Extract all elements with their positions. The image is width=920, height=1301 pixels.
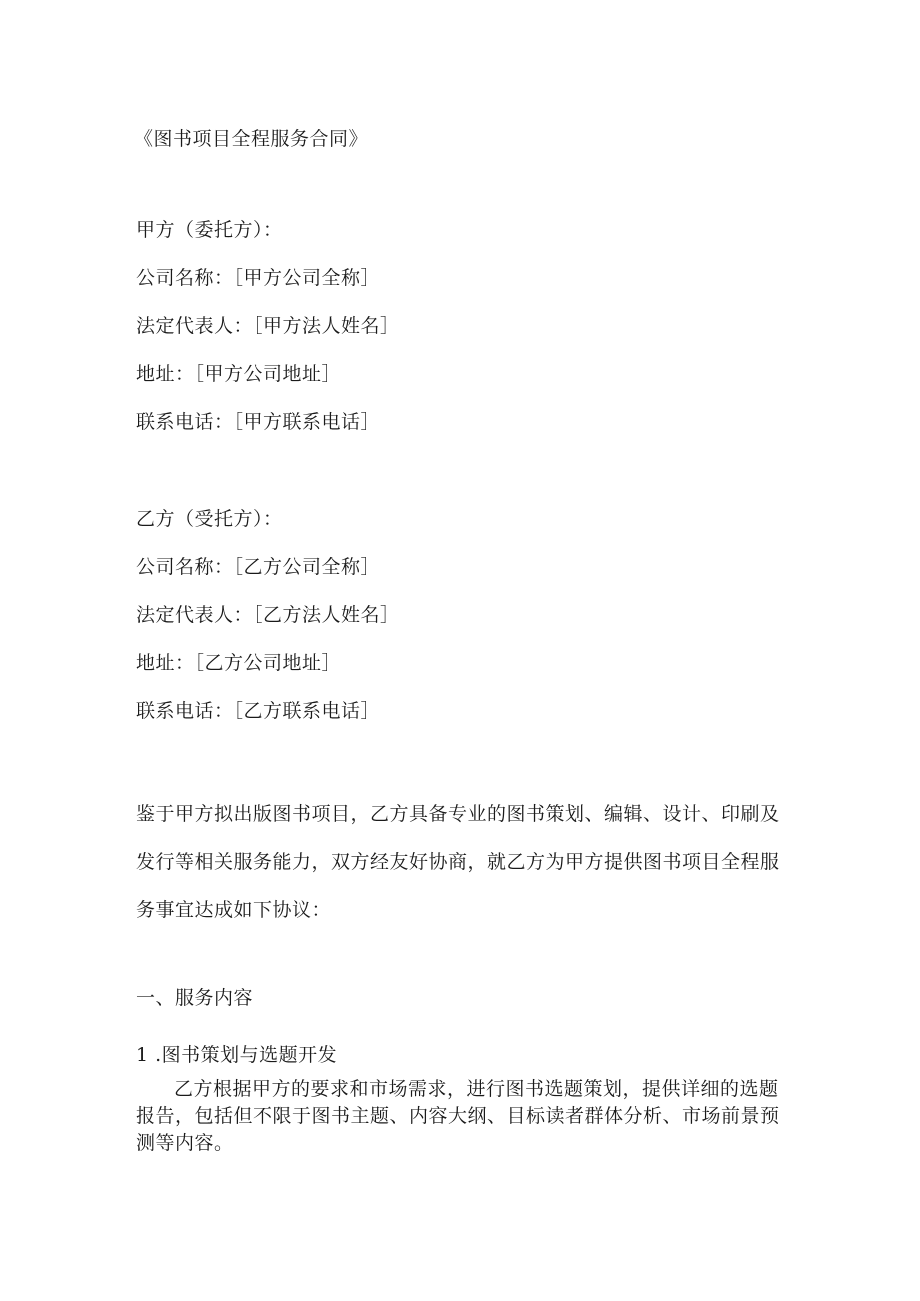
party-b-address: 地址：［乙方公司地址］: [136, 652, 342, 674]
party-a-representative: 法定代表人：［甲方法人姓名］: [136, 315, 400, 337]
party-a-address: 地址：［甲方公司地址］: [136, 363, 342, 385]
intro-paragraph: 鉴于甲方拟出版图书项目，乙方具备专业的图书策划、编辑、设计、印刷及发行等相关服务能力，双方经友好协商，就乙方为甲方提供图书项目全程服务事宜达成如下协议：: [136, 803, 780, 921]
document-title: 《图书项目全程服务合同》: [134, 128, 369, 150]
party-b-heading: 乙方（受托方）：: [136, 508, 283, 530]
party-b-representative: 法定代表人：［乙方法人姓名］: [136, 604, 400, 626]
section-1-heading: 一、服务内容: [136, 987, 254, 1009]
party-a-phone: 联系电话：［甲方联系电话］: [136, 411, 381, 433]
party-a-company: 公司名称：［甲方公司全称］: [136, 267, 381, 289]
party-b-phone: 联系电话：［乙方联系电话］: [136, 700, 381, 722]
item-1-body: 乙方根据甲方的要求和市场需求，进行图书选题策划，提供详细的选题报告，包括但不限于图书主题、内容大纲、目标读者群体分析、市场前景预测等内容。: [136, 1078, 780, 1154]
party-b-company: 公司名称：［乙方公司全称］: [136, 556, 381, 578]
party-a-heading: 甲方（委托方）：: [136, 219, 283, 241]
item-1-heading: 1 .图书策划与选题开发: [136, 1044, 338, 1066]
